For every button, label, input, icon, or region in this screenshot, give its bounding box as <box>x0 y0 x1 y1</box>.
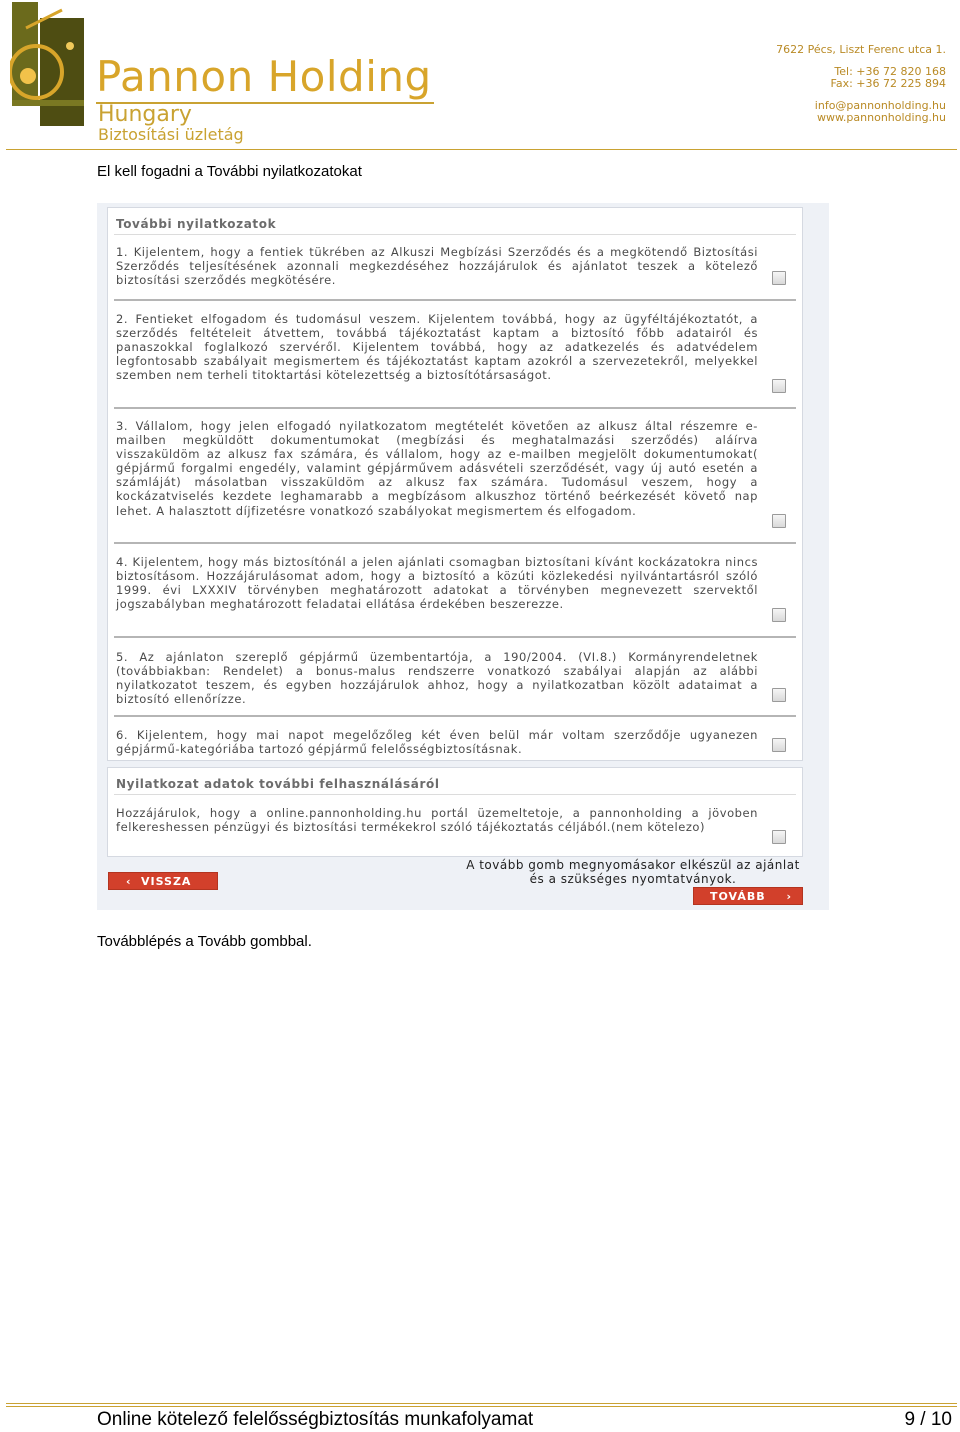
back-button[interactable] <box>108 872 218 890</box>
next-button-label: TOVÁBB <box>710 890 766 903</box>
statement-4: 4. Kijelentem, hogy más biztosítónál a jelen ajánlati csomagban biztosítani kívánt kockázatokra nincs biztosításom. Hozzájárulásomat adom, hogy a biztosító a közúti közlekedési nyilvántartásról szóló 1999. évi LXXXIV törvényben meghatározott adatokat a törvényben megnevezett szervektől jogszabályban meghatározott feladatai ellátása érdekében beszerezze. <box>116 555 758 612</box>
contact-block <box>776 44 946 124</box>
next-button[interactable] <box>693 887 803 905</box>
header-divider <box>6 149 957 150</box>
statement-6: 6. Kijelentem, hogy mai napot megelőzőleg két éven belül már voltam szerződője ugyanezen gépjármű-kategóriába tartozó gépjármű felelősségbiztosításnak. <box>116 728 758 757</box>
brand-division: Biztosítási üzletág <box>98 125 244 144</box>
contact-fax: Fax: +36 72 225 894 <box>830 77 946 90</box>
data-usage-panel <box>107 767 803 857</box>
statement-divider <box>114 407 796 409</box>
footer-divider <box>6 1406 957 1407</box>
statement-6-checkbox[interactable] <box>772 738 786 752</box>
logo-mark-icon <box>10 0 100 135</box>
contact-address: 7622 Pécs, Liszt Ferenc utca 1. <box>776 43 946 56</box>
chevron-right-icon: › <box>786 890 792 903</box>
consent-text: Hozzájárulok, hogy a online.pannonholding.hu portál üzemeltetoje, a pannonholding a jövoben felkereshessen pénzügyi és biztosítási termékekrol szóló tájékoztatás céljából.(nem kötelezo) <box>116 806 758 835</box>
page-number: 9 / 10 <box>904 1409 952 1430</box>
statement-divider <box>114 636 796 638</box>
footer-divider <box>6 1403 957 1404</box>
caption-top: El kell fogadni a További nyilatkozatokat <box>97 163 362 180</box>
company-logo <box>10 0 460 148</box>
brand-country: Hungary <box>98 102 192 127</box>
contact-web[interactable]: www.pannonholding.hu <box>816 111 946 124</box>
statements-panel <box>107 207 803 761</box>
statement-2: 2. Fentieket elfogadom és tudomásul veszem. Kijelentem továbbá, hogy az ügyféltájékoztatót, a szerződés feltételeit átvettem, továbbá tájékoztatást kaptam a biztosító főbb adatairól és panaszokkal foglalkozó szervéről. Kijelentem továbbá, hogy az adatkezelés és adatvédelem legfontosabb szabályait megismertem és tájékoztatást kaptam azokról a szervezetekről, melyekkel szemben nem terheli titoktartási kötelezettség a biztosítótársaságot. <box>116 312 758 383</box>
contact-email[interactable]: info@pannonholding.hu <box>814 99 946 112</box>
page-header <box>0 0 960 152</box>
footer-title: Online kötelező felelősségbiztosítás munkafolyamat <box>97 1409 534 1430</box>
next-info-note: A tovább gomb megnyomásakor elkészül az ajánlat és a szükséges nyomtatványok. <box>466 858 800 886</box>
brand-name: Pannon Holding <box>96 52 432 101</box>
consent-checkbox[interactable] <box>772 830 786 844</box>
caption-bottom: Továbblépés a Tovább gombbal. <box>97 933 312 950</box>
contact-tel: Tel: +36 72 820 168 <box>834 65 946 78</box>
statement-3-checkbox[interactable] <box>772 514 786 528</box>
statement-1: 1. Kijelentem, hogy a fentiek tükrében az Alkuszi Megbízási Szerződés és a megkötendő Biztosítási Szerződés teljesítésének azonnali megkezdéséhez hozzájárulok és ajánlatot teszek a kötelező biztosítási szerződés megkötésére. <box>116 245 758 288</box>
form-screenshot <box>97 203 829 910</box>
title-divider <box>114 234 796 235</box>
statement-divider <box>114 299 796 301</box>
title-divider <box>114 794 796 795</box>
data-usage-title: Nyilatkozat adatok további felhasználásáról <box>116 777 440 791</box>
statement-divider <box>114 715 796 717</box>
statement-2-checkbox[interactable] <box>772 379 786 393</box>
statement-5: 5. Az ajánlaton szereplő gépjármű üzembentartója, a 190/2004. (VI.8.) Kormányrendeletnek (továbbiakban: Rendelet) a bonus-malus rendszerre vonatkozó szabályai alapján az alábbi nyilatkozatot teszem, és egyben hozzájárulok ahhoz, hogy a nyilatkozatban közölt adataimat a biztosító ellenőrízze. <box>116 650 758 707</box>
statement-1-checkbox[interactable] <box>772 271 786 285</box>
chevron-left-icon: ‹ <box>126 875 132 888</box>
statement-5-checkbox[interactable] <box>772 688 786 702</box>
statement-divider <box>114 542 796 544</box>
statements-title: További nyilatkozatok <box>116 217 277 231</box>
back-button-label: VISSZA <box>141 875 192 888</box>
statement-4-checkbox[interactable] <box>772 608 786 622</box>
statement-3: 3. Vállalom, hogy jelen elfogadó nyilatkozatom megtételét követően az alkusz által részemre e-mailben megküldött dokumentumokat (megbízási és meghatalmazási szerződés) aláírva visszaküldöm az alkusz fax számára, és vállalom, hogy az e-mailben megjelölt dokumentumokat( gépjármű forgalmi engedély, valamint gépjárművem adásvételi szerződését, vagy új autó esetén a számláját) másolatban visszaküldöm az alkusz fax számára. Tudomásul veszem, hogy a kockázatviselés kezdete leghamarabb a megbízásom alkuszhoz történő beérkezését követő nap lehet. A halasztott díjfizetésre vonatkozó szabályokat megismertem és elfogadom. <box>116 419 758 518</box>
